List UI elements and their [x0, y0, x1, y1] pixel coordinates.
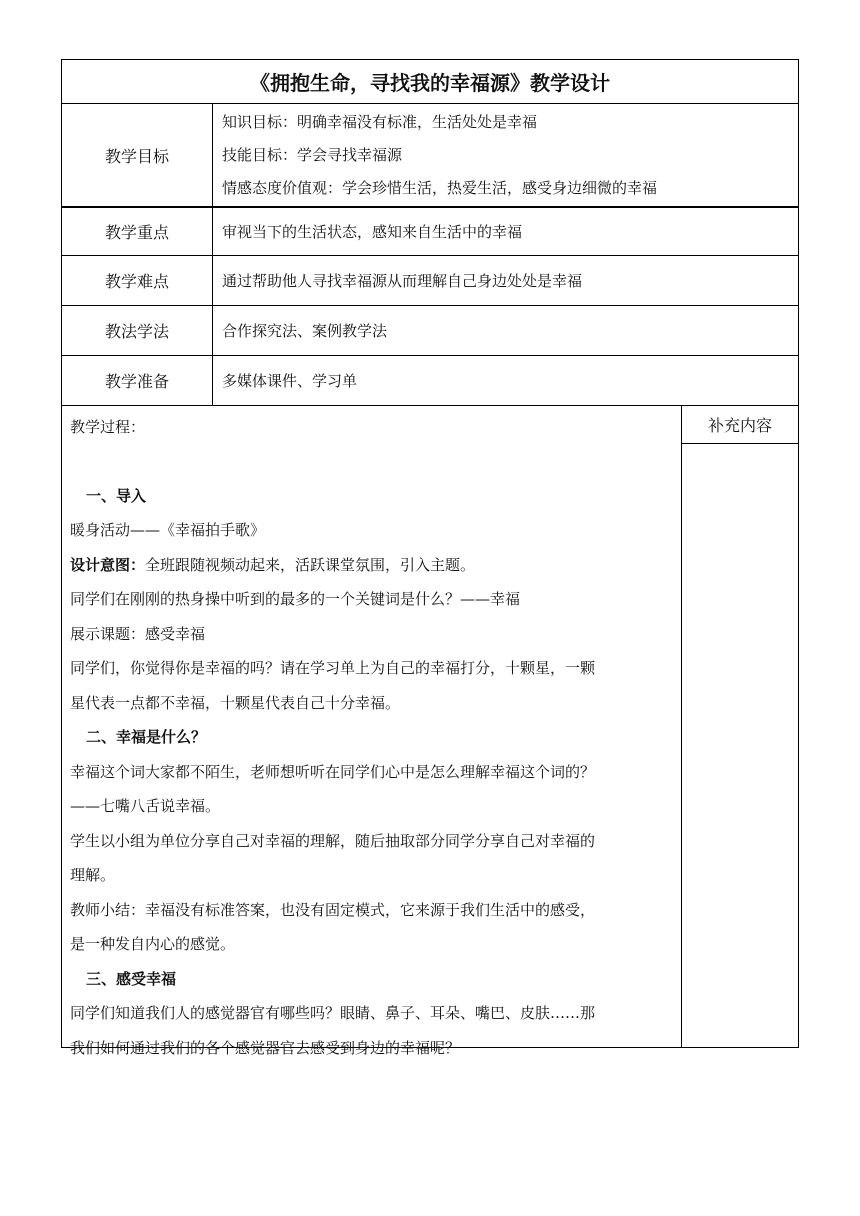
lesson-topic: 展示课题：感受幸福	[70, 624, 206, 643]
row-label: 教学重点	[62, 208, 213, 255]
rating-instruction-line: 星代表一点都不幸福，十颗星代表自己十分幸福。	[70, 693, 401, 712]
row-label: 教学难点	[62, 256, 213, 305]
warmup-activity: 暖身活动——《幸福拍手歌》	[70, 521, 266, 539]
row-value: 多媒体课件、学习单	[222, 372, 358, 390]
paragraph-line: 同学们知道我们人的感觉器官有哪些吗？眼睛、鼻子、耳朵、嘴巴、皮肤……那	[70, 1004, 596, 1022]
row-label: 教法学法	[62, 306, 213, 355]
teaching-process-section	[61, 406, 799, 1057]
row-teaching-goals	[61, 104, 799, 207]
section-heading-feel-happiness: 三、感受幸福	[86, 969, 177, 988]
goal-knowledge: 知识目标：明确幸福没有标准，生活处处是幸福	[222, 112, 538, 131]
goals-content	[213, 104, 798, 206]
paragraph-line: 我们如何通过我们的各个感觉器官去感受到身边的幸福呢？	[70, 1038, 461, 1057]
row-label: 教学准备	[62, 356, 213, 405]
paragraph-line: 理解。	[70, 866, 116, 884]
supplementary-column	[682, 406, 798, 1047]
row-value: 通过帮助他人寻找幸福源从而理解自己身边处处是幸福	[222, 272, 583, 290]
design-intent	[70, 548, 681, 583]
row-teaching-methods	[61, 306, 799, 356]
teaching-process-content	[62, 406, 682, 1057]
paragraph-line: 学生以小组为单位分享自己对幸福的理解，随后抽取部分同学分享自己对幸福的	[70, 831, 596, 850]
keyword-question: 同学们在刚刚的热身操中听到的最多的一个关键词是什么？——幸福	[70, 590, 521, 608]
paragraph-line: ——七嘴八舌说幸福。	[70, 797, 221, 815]
supplementary-body	[682, 444, 798, 1047]
section-heading-what-is-happiness: 二、幸福是什么？	[86, 728, 207, 746]
design-intent-label: 设计意图：	[70, 555, 146, 574]
lesson-plan-table	[61, 59, 799, 1057]
row-label: 教学目标	[62, 104, 213, 206]
row-teaching-focus	[61, 207, 799, 256]
rating-instruction-line: 同学们，你觉得你是幸福的吗？请在学习单上为自己的幸福打分，十颗星，一颗	[70, 659, 596, 677]
document-title: 《拥抱生命，寻找我的幸福源》教学设计	[61, 59, 799, 104]
design-intent-text: 全班跟随视频动起来，活跃课堂氛围，引入主题。	[145, 555, 476, 574]
teacher-summary-line: 教师小结：幸福没有标准答案，也没有固定模式，它来源于我们生活中的感受，	[70, 900, 596, 919]
teacher-summary-line: 是一种发自内心的感觉。	[70, 935, 236, 953]
section-heading-intro: 一、导入	[86, 486, 147, 505]
goal-attitude: 情感态度价值观：学会珍惜生活，热爱生活，感受身边细微的幸福	[222, 178, 658, 197]
row-value: 审视当下的生活状态，感知来自生活中的幸福	[222, 223, 523, 241]
process-label: 教学过程：	[70, 418, 146, 436]
supplementary-header: 补充内容	[682, 406, 798, 444]
paragraph-line: 幸福这个词大家都不陌生，老师想听听在同学们心中是怎么理解幸福这个词的？	[70, 762, 596, 781]
row-teaching-difficulty	[61, 256, 799, 306]
row-teaching-preparation	[61, 356, 799, 406]
goal-skill: 技能目标：学会寻找幸福源	[222, 145, 403, 164]
row-value: 合作探究法、案例教学法	[222, 322, 388, 340]
